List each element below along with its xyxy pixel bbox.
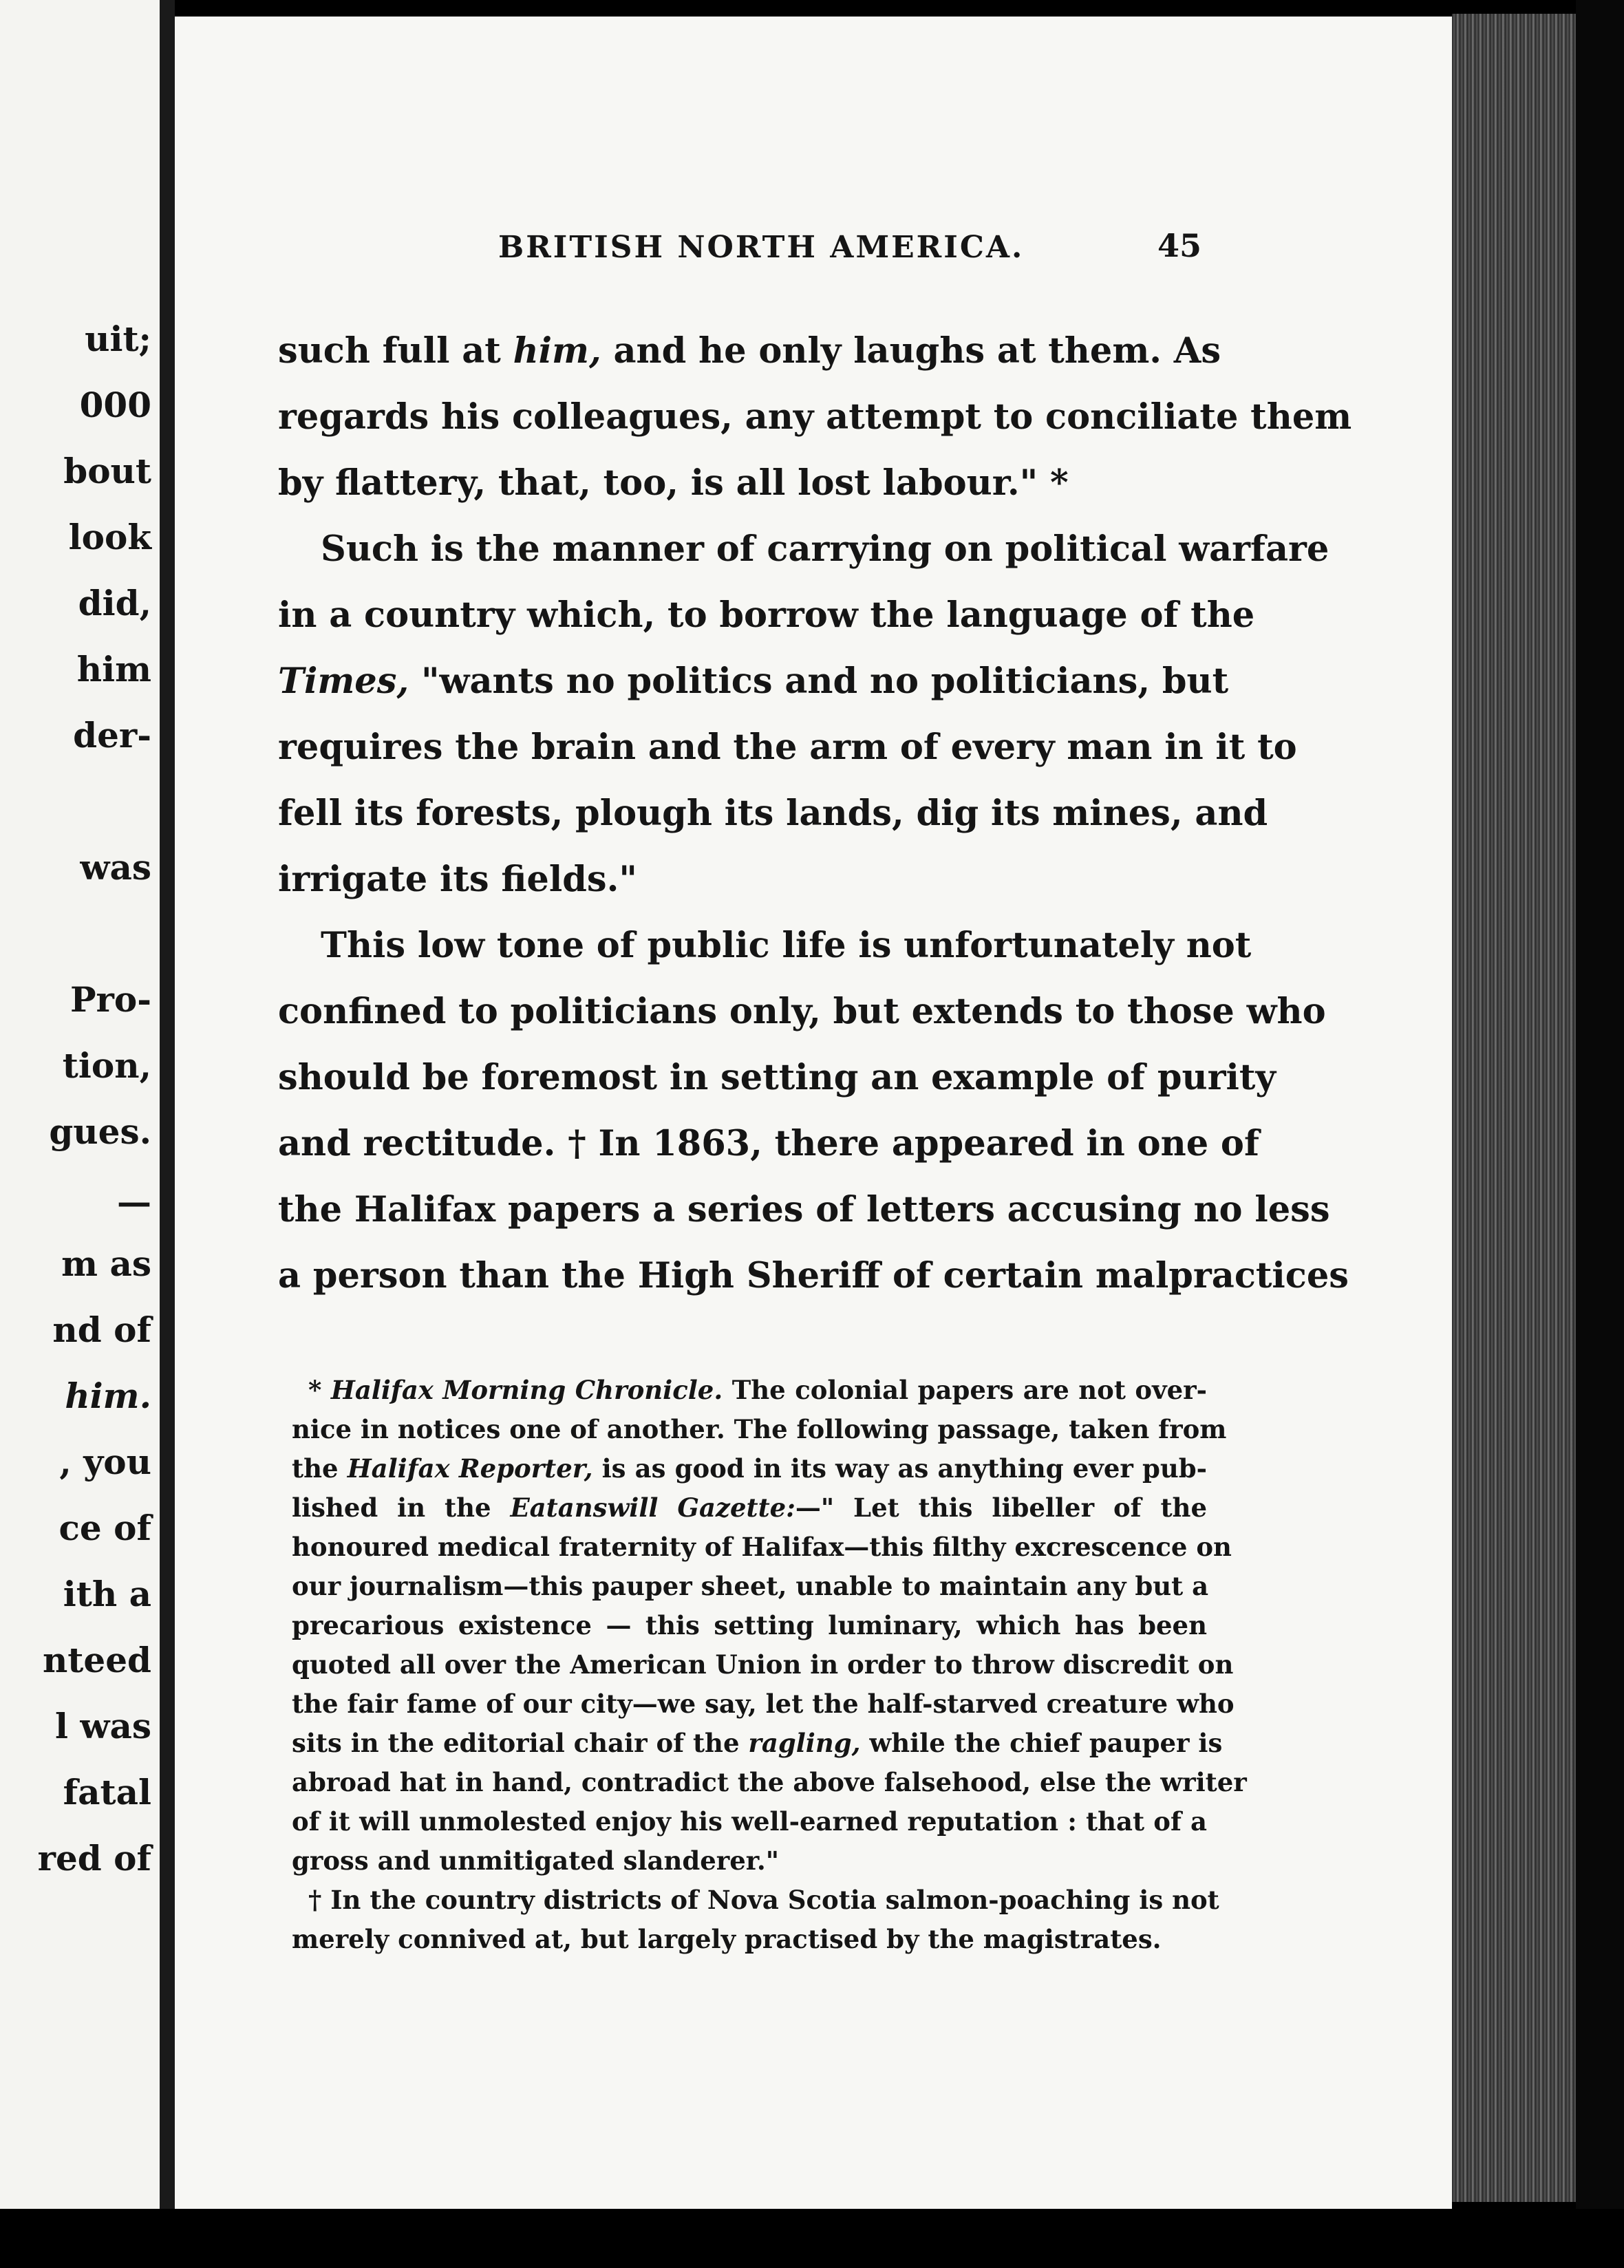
text-line: such full at him, and he only laughs at them. As (278, 330, 1221, 372)
left-fragment: uit; (85, 319, 151, 359)
footnote-line: abroad hat in hand, contradict the above falsehood, else the writer (292, 1767, 1247, 1797)
text-line: This low tone of public life is unfortunately not (321, 925, 1252, 966)
left-fragment: gues. (49, 1111, 151, 1152)
left-fragment: fatal (63, 1772, 151, 1812)
text-line: requires the brain and the arm of every man in it to (278, 727, 1297, 768)
footnote-line: nice in notices one of another. The following passage, taken from (292, 1414, 1227, 1444)
left-fragment: 000 (79, 385, 151, 425)
left-fragment: did, (78, 583, 151, 623)
text-line: and rectitude. † In 1863, there appeared in one of (278, 1123, 1259, 1164)
text-line: Such is the manner of carrying on political warfare (321, 528, 1329, 570)
left-fragment: m as (61, 1243, 151, 1284)
left-fragment: bout (63, 451, 151, 491)
footnote-line: merely connived at, but largely practised by the magistrates. (292, 1924, 1162, 1954)
footnote-line: quoted all over the American Union in order to throw discredit on (292, 1649, 1234, 1680)
text-line: regards his colleagues, any attempt to conciliate them (278, 396, 1352, 438)
left-fragment: ce of (58, 1508, 151, 1548)
scan-background (0, 2209, 1624, 2268)
text-line: fell its forests, plough its lands, dig its mines, and (278, 793, 1268, 834)
footnotes (292, 1371, 1247, 1959)
text-line: confined to politicians only, but extends to those who (278, 991, 1326, 1032)
left-fragment: him. (65, 1376, 151, 1416)
footnote-line: * Halifax Morning Chronicle. The colonial papers are not over- (308, 1375, 1207, 1405)
left-fragment: look (68, 517, 151, 557)
text-line: irrigate its fields." (278, 859, 637, 900)
text-line: a person than the High Sheriff of certain malpractices (278, 1255, 1349, 1296)
book-page (175, 17, 1452, 2209)
left-fragment: l was (55, 1706, 151, 1746)
left-fragment: red of (37, 1838, 151, 1879)
text-line: by flattery, that, too, is all lost labour." * (278, 462, 1069, 504)
left-fragment: ith a (63, 1574, 151, 1614)
left-fragment: nd of (52, 1309, 151, 1350)
text-line: Times, "wants no politics and no politicians, but (278, 661, 1229, 702)
footnote-line: † In the country districts of Nova Scotia salmon-poaching is not (308, 1885, 1219, 1915)
left-fragment: tion, (62, 1045, 151, 1086)
footnote-line: precarious existence — this setting luminary, which has been (292, 1610, 1207, 1640)
book-gutter (160, 0, 175, 2268)
text-line: the Halifax papers a series of letters accusing no less (278, 1189, 1330, 1230)
text-line: in a country which, to borrow the language of the (278, 595, 1255, 636)
book-cover-edge (1576, 0, 1624, 2268)
left-fragment: nteed (42, 1640, 151, 1680)
text-line: should be foremost in setting an example of purity (278, 1057, 1276, 1098)
body-text (278, 318, 1352, 1309)
footnote-line: sits in the editorial chair of the ragling, while the chief pauper is (292, 1728, 1223, 1758)
footnote-line: gross and unmitigated slanderer." (292, 1846, 780, 1876)
left-fragment: , you (59, 1442, 151, 1482)
left-fragment: him (76, 649, 151, 689)
footnote-line: the fair fame of our city—we say, let the half-starved creature who (292, 1689, 1235, 1719)
footnote-line: our journalism—this pauper sheet, unable to maintain any but a (292, 1571, 1209, 1601)
running-title: BRITISH NORTH AMERICA. (498, 230, 1025, 265)
page-number: 45 (1157, 227, 1202, 264)
left-fragment: was (80, 847, 151, 888)
left-fragment: der- (73, 715, 151, 756)
footnote-line: the Halifax Reporter, is as good in its way as anything ever pub- (292, 1453, 1208, 1484)
page-header (175, 227, 1452, 271)
left-fragment: — (117, 1181, 151, 1222)
previous-page-edge (0, 0, 164, 2229)
footnote-line: lished in the Eatanswill Gazette:—" Let this libeller of the (292, 1493, 1207, 1523)
left-fragment: Pro- (70, 979, 151, 1020)
footnote-line: of it will unmolested enjoy his well-earned reputation : that of a (292, 1806, 1207, 1837)
footnote-line: honoured medical fraternity of Halifax—this filthy excrescence on (292, 1532, 1232, 1562)
